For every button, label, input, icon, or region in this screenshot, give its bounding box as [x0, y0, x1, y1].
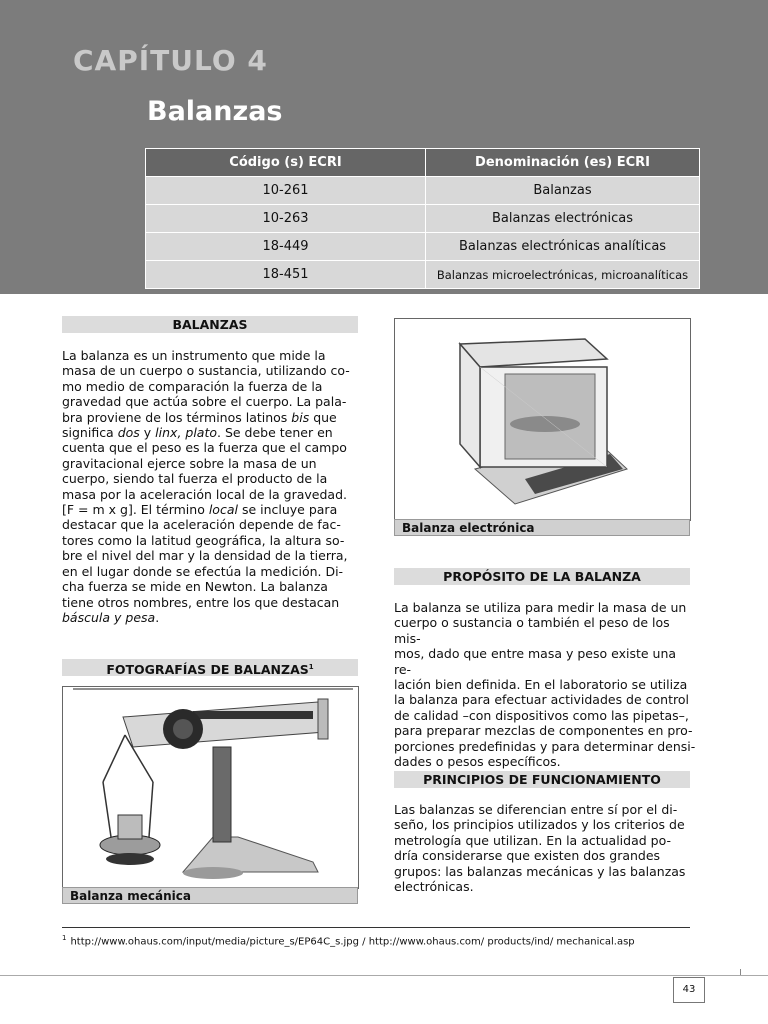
ecri-table [145, 148, 700, 289]
italic-term: báscula y pesa [62, 609, 156, 625]
text-line: Las balanzas se diferencian entre sí por el di- [394, 802, 678, 817]
text-line: cuerpo, siendo tal fuerza el producto de la [62, 471, 328, 487]
text-line: en el lugar donde se efectúa la medición. Di- [62, 563, 344, 579]
text-line: que [309, 409, 337, 425]
italic-term: dos [117, 425, 140, 441]
text-line: seño, los principios utilizados y los criterios de [394, 817, 685, 833]
footnote-marker: 1 [62, 934, 67, 942]
code-cell: 10-263 [146, 205, 426, 233]
chapter-header [0, 0, 768, 294]
text-line: mo medio de comparación la fuerza de la [62, 378, 323, 394]
code-cell: 18-449 [146, 233, 426, 261]
text-line: dades o pesos específicos. [394, 754, 561, 770]
text-line: tores como la latitud geográfica, la altura so- [62, 532, 345, 548]
crop-mark [740, 969, 768, 975]
electronic-balance-illustration [395, 319, 690, 520]
column-header-name: Denominación (es) ECRI [426, 149, 700, 177]
text-line: se incluye para [237, 502, 338, 518]
section-heading-fotografias [62, 659, 358, 676]
text-line: la balanza para efectuar actividades de control [394, 692, 689, 708]
table-row [146, 177, 700, 205]
text-line: destacar que la aceleración depende de fac- [62, 517, 341, 533]
footnote-text: http://www.ohaus.com/input/media/picture_s/EP64C_s.jpg / http://www.ohaus.com/ products/ind/ mechanical.asp [70, 936, 635, 948]
text-line: y [139, 425, 156, 441]
table-header-row [146, 149, 700, 177]
text-line: cha fuerza se mide en Newton. La balanza [62, 579, 328, 595]
table-row [146, 261, 700, 289]
text-line: mos, dado que entre masa y peso existe una re- [394, 646, 677, 677]
code-cell: 10-261 [146, 177, 426, 205]
principios-paragraph [394, 802, 696, 894]
footnote-ref: 1 [308, 663, 314, 671]
text-line: gravitacional ejerce sobre la masa de un [62, 455, 317, 471]
name-cell: Balanzas electrónicas [426, 205, 700, 233]
chapter-title: Balanzas [147, 96, 283, 127]
text-line: . Se debe tener en [217, 425, 333, 441]
text-line: masa de un cuerpo o sustancia, utilizando co- [62, 363, 350, 379]
text-line: lación bien definida. En el laboratorio se utiliza [394, 677, 688, 693]
section-heading-principios: PRINCIPIOS DE FUNCIONAMIENTO [394, 771, 690, 788]
balanzas-paragraph [62, 348, 362, 625]
heading-text: FOTOGRAFÍAS DE BALANZAS [106, 662, 309, 678]
name-cell: Balanzas electrónicas analíticas [426, 233, 700, 261]
name-cell: Balanzas microelectrónicas, microanalíticas [426, 261, 700, 289]
photo-mechanical-balance [62, 686, 359, 889]
text-line: masa por la aceleración local de la gravedad. [62, 486, 347, 502]
text-line: bra proviene de los términos latinos [62, 409, 292, 425]
footnote [62, 934, 635, 947]
section-heading-proposito: PROPÓSITO DE LA BALANZA [394, 568, 690, 585]
caption-mechanical: Balanza mecánica [62, 887, 358, 904]
proposito-paragraph [394, 600, 696, 769]
text-line: metrología que utilizan. En la actualidad po- [394, 832, 671, 848]
text-line: de calidad –con dispositivos como las pipetas–, [394, 707, 689, 723]
name-cell: Balanzas [426, 177, 700, 205]
text-line: [F = m x g]. El término [62, 502, 209, 518]
text-line: para preparar mezclas de componentes en pro- [394, 723, 693, 739]
text-line: La balanza es un instrumento que mide la [62, 348, 326, 363]
text-line: gravedad que actúa sobre el cuerpo. La pala- [62, 394, 347, 410]
text-line: . [155, 609, 160, 625]
italic-term: local [208, 502, 238, 518]
photo-electronic-balance [394, 318, 691, 521]
text-line: cuenta que el peso es la fuerza que el campo [62, 440, 347, 456]
text-line: electrónicas. [394, 879, 474, 895]
code-cell: 18-451 [146, 261, 426, 289]
text-line: significa [62, 425, 118, 441]
text-line: bre el nivel del mar y la densidad de la tierra, [62, 548, 348, 564]
page-number: 43 [673, 977, 705, 1003]
footnote-divider [62, 927, 690, 928]
mechanical-balance-illustration [63, 687, 358, 888]
text-line: La balanza se utiliza para medir la masa de un [394, 600, 687, 615]
page-bottom-rule [0, 975, 768, 976]
chapter-label: CAPÍTULO 4 [73, 44, 268, 77]
italic-term: linx, plato [155, 425, 218, 441]
column-header-code: Código (s) ECRI [146, 149, 426, 177]
text-line: dría considerarse que existen dos grandes [394, 848, 661, 864]
text-line: porciones predefinidas y para determinar densi- [394, 738, 696, 754]
text-line: cuerpo o sustancia o también el peso de los mis- [394, 615, 670, 646]
caption-electronic: Balanza electrónica [394, 519, 690, 536]
section-heading-balanzas: BALANZAS [62, 316, 358, 333]
table-row [146, 233, 700, 261]
table-row [146, 205, 700, 233]
text-line: tiene otros nombres, entre los que destacan [62, 594, 340, 610]
italic-term: bis [291, 409, 310, 425]
text-line: grupos: las balanzas mecánicas y las balanzas [394, 863, 686, 879]
